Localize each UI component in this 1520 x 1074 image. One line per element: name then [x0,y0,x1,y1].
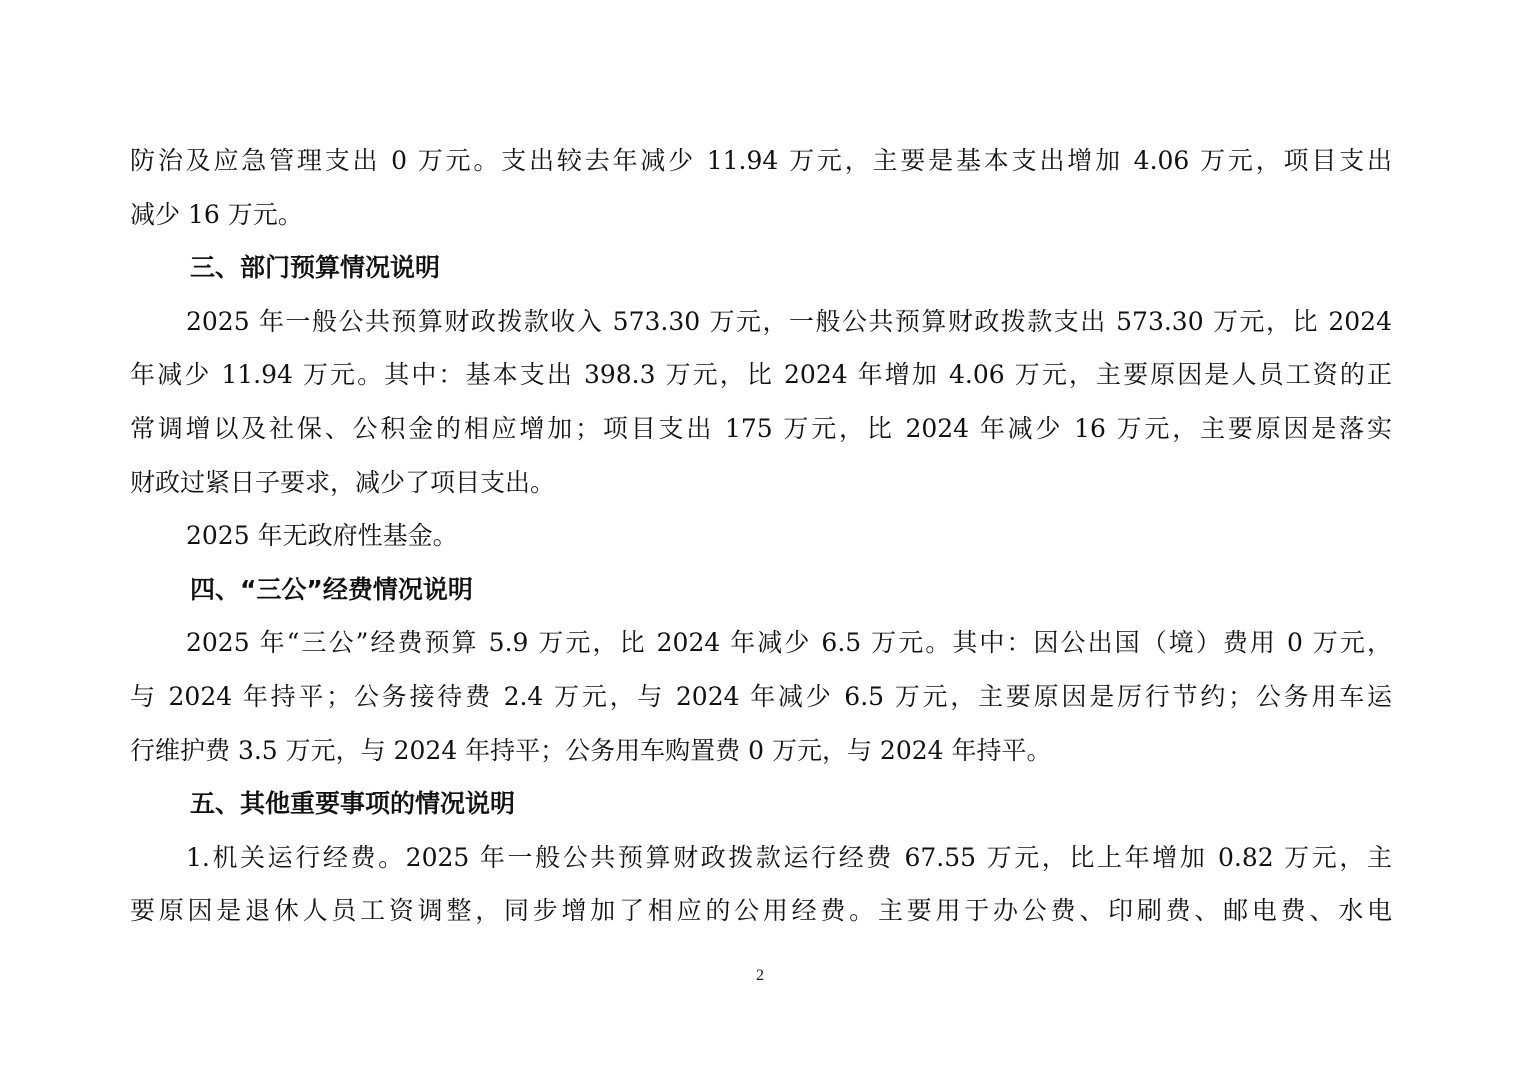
paragraph-line: 年减少 11.94 万元。其中：基本支出 398.3 万元，比 2024 年增加 4.06 万元，主要原因是人员工资的正 [130,360,1392,390]
paragraph-line: 财政过紧日子要求，减少了项目支出。 [130,467,556,497]
paragraph-line: 减少 16 万元。 [130,199,303,229]
page-number: 2 [756,967,764,984]
paragraph-line: 与 2024 年持平；公务接待费 2.4 万元，与 2024 年减少 6.5 万元，主要原因是厉行节约；公务用车运 [130,681,1392,711]
paragraph-line: 1.机关运行经费。2025 年一般公共预算财政拨款运行经费 67.55 万元，比上年增加 0.82 万元，主 [186,842,1392,872]
section-heading-budget: 三、部门预算情况说明 [190,253,441,283]
paragraph-line: 2025 年无政府性基金。 [186,521,458,551]
paragraph-line: 2025 年“三公”经费预算 5.9 万元，比 2024 年减少 6.5 万元。其中：因公出国（境）费用 0 万元， [186,628,1392,658]
paragraph-line: 行维护费 3.5 万元，与 2024 年持平；公务用车购置费 0 万元，与 2024 年持平。 [130,735,1052,765]
section-heading-three-public: 四、“三公”经费情况说明 [190,574,473,604]
paragraph-line: 防治及应急管理支出 0 万元。支出较去年减少 11.94 万元，主要是基本支出增加 4.06 万元，项目支出 [130,146,1392,175]
section-heading-other-matters: 五、其他重要事项的情况说明 [190,789,516,819]
paragraph-line: 2025 年一般公共预算财政拨款收入 573.30 万元，一般公共预算财政拨款支出 573.30 万元，比 2024 [186,306,1392,336]
paragraph-line: 常调增以及社保、公积金的相应增加；项目支出 175 万元，比 2024 年减少 16 万元，主要原因是落实 [130,413,1392,443]
document-body [130,134,1392,938]
paragraph-line: 要原因是退休人员工资调整，同步增加了相应的公用经费。主要用于办公费、印刷费、邮电费、水电 [130,896,1392,926]
